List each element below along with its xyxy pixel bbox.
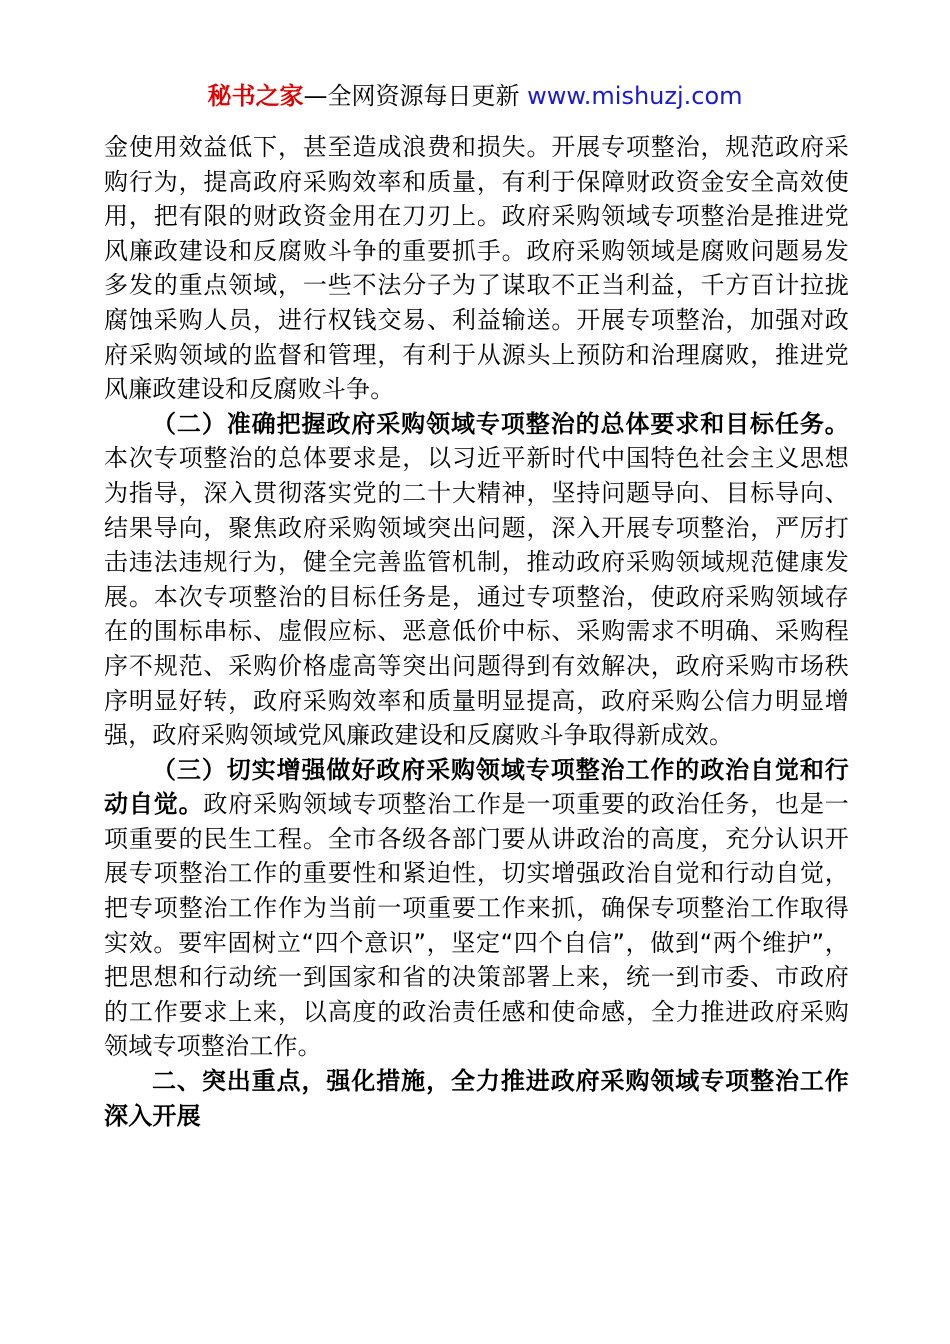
paragraph-section-2 — [104, 407, 849, 753]
header-tagline: —全网资源每日更新 — [303, 82, 528, 110]
paragraph-section-3 — [104, 753, 849, 1064]
document-body — [104, 130, 849, 1133]
paragraph-continued: 金使用效益低下，甚至造成浪费和损失。开展专项整治，规范政府采购行为，提高政府采购效率和质量，有利于保障财政资金安全高效使用，把有限的财政资金用在刀刃上。政府采购领域专项整治是推进党风廉政建设和反腐败斗争的重要抓手。政府采购领域是腐败问题易发多发的重点领域，一些不法分子为了谋取不正当利益，千方百计拉拢腐蚀采购人员，进行权钱交易、利益输送。开展专项整治，加强对政府采购领域的监督和管理，有利于从源头上预防和治理腐败，推进党风廉政建设和反腐败斗争。 — [104, 133, 849, 404]
paragraph-3-text: 政府采购领域专项整治工作是一项重要的政治任务，也是一项重要的民生工程。全市各级各部门要从讲政治的高度，充分认识开展专项整治工作的重要性和紧迫性，切实增强政治自觉和行动自觉，把专项整治工作作为当前一项重要工作来抓，确保专项整治工作取得实效。要牢固树立“四个意识”，坚定“四个自信”，做到“两个维护”，把思想和行动统一到国家和省的决策部署上来，统一到市委、市政府的工作要求上来，以高度的政治责任感和使命感，全力推进政府采购领域专项整治工作。 — [104, 790, 849, 1061]
section-heading-2: 二、突出重点，强化措施，全力推进政府采购领域专项整治工作深入开展 — [104, 1067, 849, 1130]
subheading-3: （三）切实增强做好政府采购领域专项整治工作的政治自觉和行动自觉。 — [104, 755, 849, 819]
paragraph-2-text: 本次专项整治的总体要求是，以习近平新时代中国特色社会主义思想为指导，深入贯彻落实党的二十大精神，坚持问题导向、目标导向、结果导向，聚焦政府采购领域突出问题，深入开展专项整治，严厉打击违法违规行为，健全完善监管机制，推动政府采购领域规范健康发展。本次专项整治的目标任务是，通过专项整治，使政府采购领域存在的围标串标、虚假应标、恶意低价中标、采购需求不明确、采购程序不规范、采购价格虚高等突出问题得到有效解决，政府采购市场秩序明显好转，政府采购效率和质量明显提高，政府采购公信力明显增强，政府采购领域党风廉政建设和反腐败斗争取得新成效。 — [104, 444, 849, 750]
brand-name: 秘书之家 — [207, 82, 304, 110]
page-header — [0, 80, 950, 112]
subheading-2: （二）准确把握政府采购领域专项整治的总体要求和目标任务。 — [152, 409, 849, 438]
site-url-link[interactable]: www.mishuzj.com — [527, 82, 743, 110]
